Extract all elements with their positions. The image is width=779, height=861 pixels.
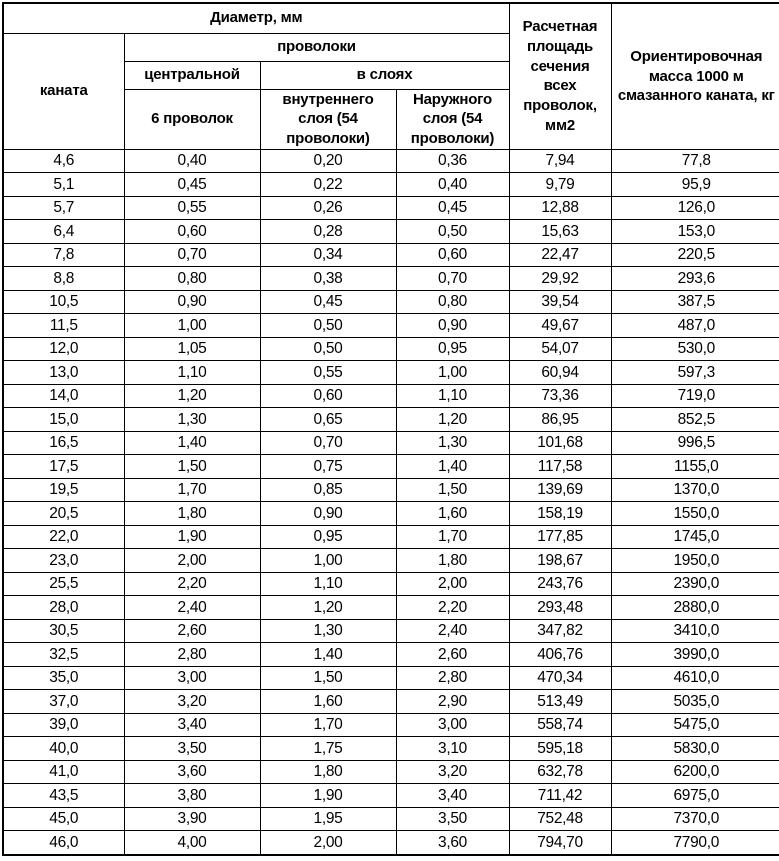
cell-central-wire-diameter: 3,80 (124, 784, 260, 808)
cell-rope-diameter: 23,0 (3, 549, 124, 573)
cell-section-area: 86,95 (509, 408, 611, 432)
cell-central-wire-diameter: 2,00 (124, 549, 260, 573)
cell-mass: 387,5 (611, 290, 779, 314)
cell-outer-layer-wire-diameter: 1,30 (396, 431, 509, 455)
cell-mass: 293,6 (611, 267, 779, 291)
header-in-layers: в слоях (260, 61, 509, 89)
cell-central-wire-diameter: 0,80 (124, 267, 260, 291)
cell-section-area: 139,69 (509, 478, 611, 502)
cell-central-wire-diameter: 0,55 (124, 196, 260, 220)
cell-outer-layer-wire-diameter: 3,10 (396, 737, 509, 761)
cell-central-wire-diameter: 1,20 (124, 384, 260, 408)
cell-central-wire-diameter: 2,80 (124, 643, 260, 667)
cell-rope-diameter: 41,0 (3, 760, 124, 784)
cell-inner-layer-wire-diameter: 0,45 (260, 290, 396, 314)
cell-mass: 4610,0 (611, 666, 779, 690)
table-row (3, 713, 779, 737)
cell-mass: 6975,0 (611, 784, 779, 808)
cell-inner-layer-wire-diameter: 1,10 (260, 572, 396, 596)
table-row (3, 337, 779, 361)
cell-rope-diameter: 40,0 (3, 737, 124, 761)
table-row (3, 643, 779, 667)
cell-central-wire-diameter: 0,60 (124, 220, 260, 244)
cell-central-wire-diameter: 3,00 (124, 666, 260, 690)
cell-section-area: 595,18 (509, 737, 611, 761)
table-row (3, 267, 779, 291)
header-wires-group: проволоки (124, 33, 509, 61)
cell-mass: 487,0 (611, 314, 779, 338)
cell-inner-layer-wire-diameter: 1,90 (260, 784, 396, 808)
cell-central-wire-diameter: 3,20 (124, 690, 260, 714)
cell-inner-layer-wire-diameter: 0,65 (260, 408, 396, 432)
cell-inner-layer-wire-diameter: 1,20 (260, 596, 396, 620)
cell-outer-layer-wire-diameter: 0,36 (396, 149, 509, 173)
cell-inner-layer-wire-diameter: 1,50 (260, 666, 396, 690)
cell-central-wire-diameter: 2,60 (124, 619, 260, 643)
cell-mass: 2880,0 (611, 596, 779, 620)
cell-section-area: 158,19 (509, 502, 611, 526)
cell-central-wire-diameter: 1,90 (124, 525, 260, 549)
cell-inner-layer-wire-diameter: 0,50 (260, 337, 396, 361)
cell-section-area: 752,48 (509, 807, 611, 831)
header-mass: Ориентировочная масса 1000 м смазанного каната, кг (611, 3, 779, 149)
cell-section-area: 73,36 (509, 384, 611, 408)
cell-rope-diameter: 28,0 (3, 596, 124, 620)
cell-rope-diameter: 5,7 (3, 196, 124, 220)
cell-section-area: 794,70 (509, 831, 611, 855)
cell-rope-diameter: 17,5 (3, 455, 124, 479)
cell-section-area: 243,76 (509, 572, 611, 596)
cell-inner-layer-wire-diameter: 0,34 (260, 243, 396, 267)
cell-mass: 1155,0 (611, 455, 779, 479)
cell-mass: 5475,0 (611, 713, 779, 737)
cell-rope-diameter: 19,5 (3, 478, 124, 502)
cell-mass: 719,0 (611, 384, 779, 408)
cell-rope-diameter: 13,0 (3, 361, 124, 385)
cell-rope-diameter: 4,6 (3, 149, 124, 173)
cell-inner-layer-wire-diameter: 0,20 (260, 149, 396, 173)
cell-inner-layer-wire-diameter: 0,70 (260, 431, 396, 455)
cell-section-area: 9,79 (509, 173, 611, 197)
table-row (3, 290, 779, 314)
table-row (3, 361, 779, 385)
cell-inner-layer-wire-diameter: 0,28 (260, 220, 396, 244)
cell-mass: 3410,0 (611, 619, 779, 643)
cell-central-wire-diameter: 3,50 (124, 737, 260, 761)
cell-mass: 1950,0 (611, 549, 779, 573)
cell-section-area: 293,48 (509, 596, 611, 620)
cell-outer-layer-wire-diameter: 0,80 (396, 290, 509, 314)
cell-inner-layer-wire-diameter: 1,80 (260, 760, 396, 784)
table-row (3, 549, 779, 573)
cell-rope-diameter: 32,5 (3, 643, 124, 667)
rope-spec-table (2, 2, 779, 856)
cell-inner-layer-wire-diameter: 0,60 (260, 384, 396, 408)
cell-mass: 597,3 (611, 361, 779, 385)
cell-rope-diameter: 12,0 (3, 337, 124, 361)
cell-inner-layer-wire-diameter: 0,75 (260, 455, 396, 479)
table-body (3, 149, 779, 855)
cell-central-wire-diameter: 1,05 (124, 337, 260, 361)
table-row (3, 478, 779, 502)
table-row (3, 807, 779, 831)
table-row (3, 384, 779, 408)
cell-section-area: 12,88 (509, 196, 611, 220)
cell-outer-layer-wire-diameter: 0,40 (396, 173, 509, 197)
cell-central-wire-diameter: 1,30 (124, 408, 260, 432)
cell-central-wire-diameter: 2,20 (124, 572, 260, 596)
table-row (3, 596, 779, 620)
table-row (3, 666, 779, 690)
cell-section-area: 54,07 (509, 337, 611, 361)
cell-mass: 1745,0 (611, 525, 779, 549)
cell-rope-diameter: 15,0 (3, 408, 124, 432)
cell-inner-layer-wire-diameter: 0,50 (260, 314, 396, 338)
table-row (3, 431, 779, 455)
cell-section-area: 15,63 (509, 220, 611, 244)
cell-inner-layer-wire-diameter: 0,85 (260, 478, 396, 502)
table-row (3, 243, 779, 267)
cell-mass: 852,5 (611, 408, 779, 432)
cell-mass: 7370,0 (611, 807, 779, 831)
table-row (3, 690, 779, 714)
cell-central-wire-diameter: 1,10 (124, 361, 260, 385)
cell-inner-layer-wire-diameter: 0,26 (260, 196, 396, 220)
cell-section-area: 558,74 (509, 713, 611, 737)
cell-section-area: 22,47 (509, 243, 611, 267)
table-row (3, 220, 779, 244)
cell-outer-layer-wire-diameter: 1,40 (396, 455, 509, 479)
cell-rope-diameter: 7,8 (3, 243, 124, 267)
cell-outer-layer-wire-diameter: 2,90 (396, 690, 509, 714)
cell-inner-layer-wire-diameter: 1,00 (260, 549, 396, 573)
cell-inner-layer-wire-diameter: 1,75 (260, 737, 396, 761)
cell-mass: 530,0 (611, 337, 779, 361)
cell-section-area: 60,94 (509, 361, 611, 385)
header-section-area: Расчетная площадь сечения всех проволок, мм2 (509, 3, 611, 149)
cell-central-wire-diameter: 1,40 (124, 431, 260, 455)
cell-mass: 220,5 (611, 243, 779, 267)
header-inner-layer: внутреннего слоя (54 проволоки) (260, 89, 396, 149)
cell-outer-layer-wire-diameter: 0,50 (396, 220, 509, 244)
table-row (3, 173, 779, 197)
cell-outer-layer-wire-diameter: 0,90 (396, 314, 509, 338)
header-row-1 (3, 3, 779, 33)
cell-mass: 2390,0 (611, 572, 779, 596)
cell-mass: 996,5 (611, 431, 779, 455)
cell-inner-layer-wire-diameter: 1,95 (260, 807, 396, 831)
cell-rope-diameter: 35,0 (3, 666, 124, 690)
cell-central-wire-diameter: 3,90 (124, 807, 260, 831)
cell-rope-diameter: 5,1 (3, 173, 124, 197)
cell-outer-layer-wire-diameter: 2,40 (396, 619, 509, 643)
cell-rope-diameter: 43,5 (3, 784, 124, 808)
cell-outer-layer-wire-diameter: 2,00 (396, 572, 509, 596)
table-row (3, 408, 779, 432)
cell-outer-layer-wire-diameter: 2,60 (396, 643, 509, 667)
cell-outer-layer-wire-diameter: 0,70 (396, 267, 509, 291)
cell-rope-diameter: 39,0 (3, 713, 124, 737)
table-row (3, 455, 779, 479)
cell-inner-layer-wire-diameter: 0,95 (260, 525, 396, 549)
cell-section-area: 347,82 (509, 619, 611, 643)
cell-inner-layer-wire-diameter: 1,60 (260, 690, 396, 714)
header-rope-diameter: каната (3, 33, 124, 149)
cell-central-wire-diameter: 1,70 (124, 478, 260, 502)
cell-section-area: 101,68 (509, 431, 611, 455)
cell-outer-layer-wire-diameter: 3,00 (396, 713, 509, 737)
cell-section-area: 7,94 (509, 149, 611, 173)
table-row (3, 572, 779, 596)
cell-inner-layer-wire-diameter: 0,38 (260, 267, 396, 291)
table-row (3, 314, 779, 338)
cell-central-wire-diameter: 0,40 (124, 149, 260, 173)
header-diameter-group: Диаметр, мм (3, 3, 509, 33)
cell-mass: 77,8 (611, 149, 779, 173)
cell-rope-diameter: 16,5 (3, 431, 124, 455)
cell-section-area: 513,49 (509, 690, 611, 714)
cell-outer-layer-wire-diameter: 3,40 (396, 784, 509, 808)
cell-outer-layer-wire-diameter: 0,60 (396, 243, 509, 267)
table-row (3, 502, 779, 526)
cell-outer-layer-wire-diameter: 3,60 (396, 831, 509, 855)
table-row (3, 619, 779, 643)
cell-rope-diameter: 14,0 (3, 384, 124, 408)
cell-rope-diameter: 46,0 (3, 831, 124, 855)
table-row (3, 525, 779, 549)
cell-rope-diameter: 6,4 (3, 220, 124, 244)
cell-inner-layer-wire-diameter: 1,70 (260, 713, 396, 737)
header-central-wire: центральной (124, 61, 260, 89)
cell-inner-layer-wire-diameter: 0,22 (260, 173, 396, 197)
table-row (3, 784, 779, 808)
cell-section-area: 470,34 (509, 666, 611, 690)
table-header (3, 3, 779, 149)
cell-outer-layer-wire-diameter: 1,20 (396, 408, 509, 432)
cell-rope-diameter: 45,0 (3, 807, 124, 831)
cell-mass: 3990,0 (611, 643, 779, 667)
table-row (3, 149, 779, 173)
cell-outer-layer-wire-diameter: 3,50 (396, 807, 509, 831)
cell-mass: 95,9 (611, 173, 779, 197)
table-row (3, 831, 779, 855)
cell-central-wire-diameter: 0,90 (124, 290, 260, 314)
cell-rope-diameter: 20,5 (3, 502, 124, 526)
cell-central-wire-diameter: 3,40 (124, 713, 260, 737)
cell-rope-diameter: 8,8 (3, 267, 124, 291)
header-outer-layer: Наружного слоя (54 проволоки) (396, 89, 509, 149)
cell-section-area: 117,58 (509, 455, 611, 479)
cell-central-wire-diameter: 1,80 (124, 502, 260, 526)
cell-outer-layer-wire-diameter: 3,20 (396, 760, 509, 784)
cell-mass: 7790,0 (611, 831, 779, 855)
cell-outer-layer-wire-diameter: 1,50 (396, 478, 509, 502)
cell-mass: 5830,0 (611, 737, 779, 761)
cell-rope-diameter: 10,5 (3, 290, 124, 314)
cell-rope-diameter: 30,5 (3, 619, 124, 643)
cell-section-area: 406,76 (509, 643, 611, 667)
cell-outer-layer-wire-diameter: 2,20 (396, 596, 509, 620)
cell-rope-diameter: 37,0 (3, 690, 124, 714)
cell-rope-diameter: 11,5 (3, 314, 124, 338)
cell-central-wire-diameter: 1,00 (124, 314, 260, 338)
cell-mass: 153,0 (611, 220, 779, 244)
table-row (3, 760, 779, 784)
cell-central-wire-diameter: 3,60 (124, 760, 260, 784)
cell-inner-layer-wire-diameter: 1,30 (260, 619, 396, 643)
cell-inner-layer-wire-diameter: 0,55 (260, 361, 396, 385)
cell-section-area: 177,85 (509, 525, 611, 549)
cell-outer-layer-wire-diameter: 1,60 (396, 502, 509, 526)
cell-mass: 1550,0 (611, 502, 779, 526)
cell-central-wire-diameter: 4,00 (124, 831, 260, 855)
cell-mass: 5035,0 (611, 690, 779, 714)
cell-section-area: 49,67 (509, 314, 611, 338)
cell-section-area: 39,54 (509, 290, 611, 314)
cell-rope-diameter: 25,5 (3, 572, 124, 596)
cell-inner-layer-wire-diameter: 0,90 (260, 502, 396, 526)
cell-rope-diameter: 22,0 (3, 525, 124, 549)
cell-outer-layer-wire-diameter: 1,70 (396, 525, 509, 549)
cell-mass: 126,0 (611, 196, 779, 220)
header-six-wires: 6 проволок (124, 89, 260, 149)
cell-outer-layer-wire-diameter: 0,45 (396, 196, 509, 220)
cell-outer-layer-wire-diameter: 0,95 (396, 337, 509, 361)
cell-section-area: 29,92 (509, 267, 611, 291)
cell-central-wire-diameter: 2,40 (124, 596, 260, 620)
cell-central-wire-diameter: 0,70 (124, 243, 260, 267)
cell-central-wire-diameter: 1,50 (124, 455, 260, 479)
table-row (3, 737, 779, 761)
cell-section-area: 711,42 (509, 784, 611, 808)
cell-outer-layer-wire-diameter: 1,10 (396, 384, 509, 408)
cell-mass: 1370,0 (611, 478, 779, 502)
cell-outer-layer-wire-diameter: 1,00 (396, 361, 509, 385)
cell-section-area: 198,67 (509, 549, 611, 573)
cell-section-area: 632,78 (509, 760, 611, 784)
cell-inner-layer-wire-diameter: 2,00 (260, 831, 396, 855)
cell-outer-layer-wire-diameter: 2,80 (396, 666, 509, 690)
cell-central-wire-diameter: 0,45 (124, 173, 260, 197)
cell-inner-layer-wire-diameter: 1,40 (260, 643, 396, 667)
cell-mass: 6200,0 (611, 760, 779, 784)
table-row (3, 196, 779, 220)
cell-outer-layer-wire-diameter: 1,80 (396, 549, 509, 573)
